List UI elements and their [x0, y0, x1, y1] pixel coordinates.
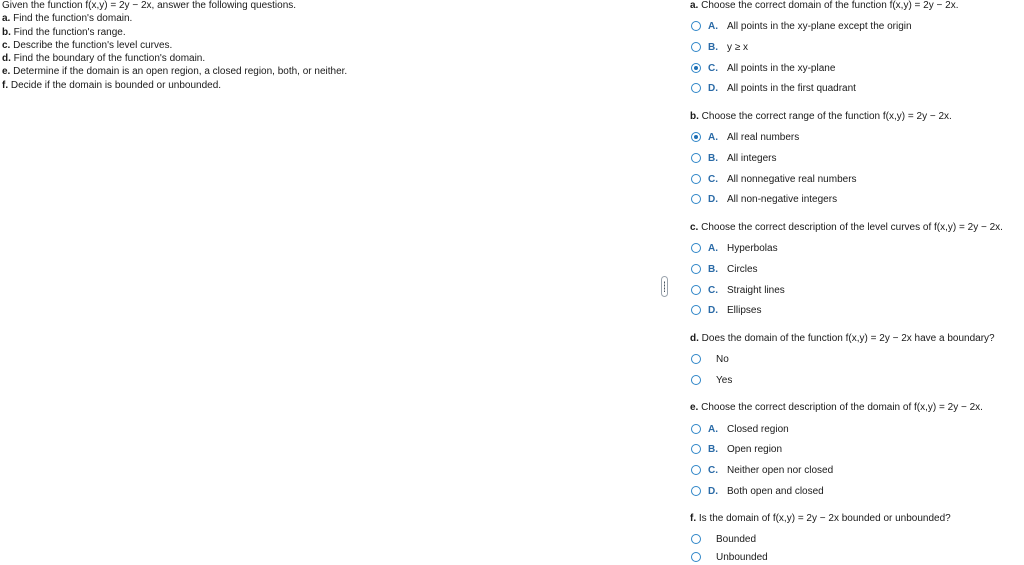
question-b-title: b. Choose the correct range of the function f(x,y) = 2y − 2x. [690, 111, 952, 122]
radio-button[interactable] [691, 465, 701, 475]
radio-button[interactable] [691, 424, 701, 434]
radio-button[interactable] [691, 354, 701, 364]
radio-button[interactable] [691, 486, 701, 496]
radio-button[interactable] [691, 264, 701, 274]
intro-line-b: b. Find the function's range. [2, 26, 126, 38]
radio-button[interactable] [691, 375, 701, 385]
radio-button[interactable] [691, 552, 701, 562]
question-f-title: f. Is the domain of f(x,y) = 2y − 2x bounded or unbounded? [690, 513, 951, 524]
radio-button[interactable] [691, 243, 701, 253]
radio-button-selected[interactable] [691, 132, 701, 142]
question-e-title: e. Choose the correct description of the domain of f(x,y) = 2y − 2x. [690, 402, 983, 413]
intro-line-d: d. Find the boundary of the function's domain. [2, 53, 206, 65]
radio-button[interactable] [691, 83, 701, 93]
intro-line-c: c. Describe the function's level curves. [2, 39, 173, 51]
radio-button[interactable] [691, 285, 701, 295]
answer-pane: a. Choose the correct domain of the function f(x,y) = 2y − 2x. A. All points in the xy-plane except the origin B. y ≥ x C. All points in the xy-plane D. All points in the first quadrant b. Choose the correct range of the function f(x,y) = 2y − 2x. A. All real numbers B. All integers C. All nonnegative real numbers D. All non-negative integers c. Choose the correct description of the level curves of f(x,y) = 2y − 2x. A. Hyperbolas B. Circles C. Straight lines D. Ellipses d. Does the domain of the function f(x,y) = 2y − 2x have a boundary? No Yes e. Choose the correct description of the domain of f(x,y) = 2y − 2x. A. Closed region B. Open region C. Neither open nor closed D. Both open and closed f. Is the domain of f(x,y) = 2y − 2x bounded or unbounded? Bounded Unbounded [690, 0, 1003, 563]
intro-line-0: Given the function f(x,y) = 2y − 2x, answer the following questions. [2, 0, 297, 11]
radio-button-selected[interactable] [691, 63, 701, 73]
intro-line-e: e. Determine if the domain is an open region, a closed region, both, or neither. [2, 66, 348, 78]
radio-button[interactable] [691, 174, 701, 184]
question-a-title: a. Choose the correct domain of the function f(x,y) = 2y − 2x. [690, 0, 959, 11]
radio-button[interactable] [691, 21, 701, 31]
question-d-title: d. Does the domain of the function f(x,y) = 2y − 2x have a boundary? [690, 333, 995, 344]
radio-button[interactable] [691, 194, 701, 204]
radio-button[interactable] [691, 305, 701, 315]
radio-button[interactable] [691, 42, 701, 52]
radio-button[interactable] [691, 534, 701, 544]
radio-button[interactable] [691, 444, 701, 454]
intro-line-a: a. Find the function's domain. [2, 13, 133, 25]
pane-resize-handle[interactable] [661, 276, 668, 297]
question-intro [2, 0, 347, 92]
radio-button[interactable] [691, 153, 701, 163]
question-c-title: c. Choose the correct description of the level curves of f(x,y) = 2y − 2x. [690, 222, 1003, 233]
intro-line-f: f. Decide if the domain is bounded or unbounded. [2, 79, 222, 91]
drag-dots-icon [664, 281, 665, 292]
